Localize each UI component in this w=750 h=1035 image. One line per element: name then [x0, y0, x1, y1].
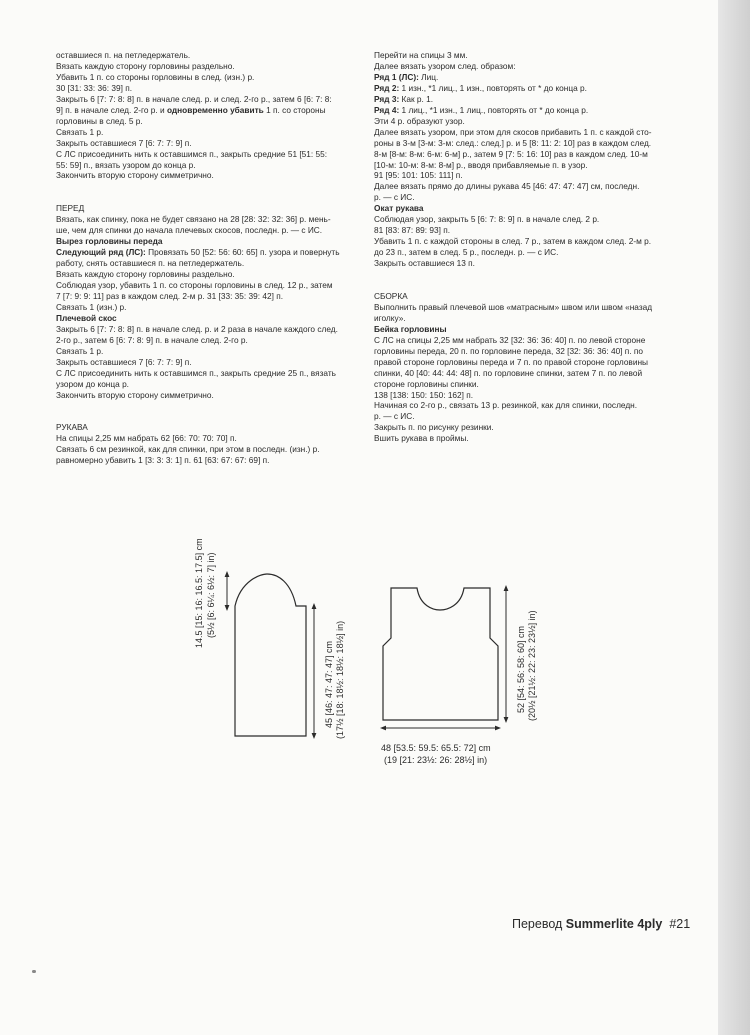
section-heading-front: ПЕРЕД [56, 203, 85, 214]
text-line: Закрыть 6 [7: 7: 8: 8] п. в начале след. р. и 2 раза в начале каждого след. [56, 323, 338, 334]
subheading-shoulder: Плечевой скос [56, 312, 117, 323]
text-line: р. — с ИС. [374, 192, 415, 203]
text-line: иголку». [374, 312, 406, 323]
text-line [374, 94, 694, 105]
text-line: 138 [138: 150: 150: 162] п. [374, 389, 474, 400]
text-line: Убавить 1 п. со стороны горловины в след. (изн.) р. [56, 71, 255, 82]
footer-prefix: Перевод [512, 917, 566, 931]
text-line: Соблюдая узор, убавить 1 п. со стороны горловины в след. 12 р., затем [56, 279, 333, 290]
section-heading-sleeves: РУКАВА [56, 422, 88, 433]
text-line: С ЛС присоединить нить к оставшимся п., закрыть средние 25 п., вязать [56, 367, 336, 378]
text-line: Далее вязать узором след. образом: [374, 60, 516, 71]
sleeve-cap-cm-label: 14.5 [15: 16: 16.5: 17.5] cm [194, 538, 204, 648]
left-text-column [56, 50, 361, 466]
section-heading-assembly: СБОРКА [374, 290, 408, 301]
text-line: до 23 п., затем в след. 5 р., последн. р. — с ИС. [374, 247, 559, 258]
text-span: 9] п. в начале след. 2-го р. и [56, 104, 167, 115]
text-line: Вшить рукава в проймы. [374, 433, 469, 444]
text-line: 7 [7: 9: 9: 11] раз в каждом след. 2-м р. 31 [33: 35: 39: 42] п. [56, 290, 283, 301]
text-line: С ЛС на спицы 2,25 мм набрать 32 [32: 36: 36: 40] п. по левой стороне [374, 334, 646, 345]
sleeve-length-cm-label: 45 [46: 47: 47: 47] cm [324, 640, 334, 728]
text-line: 91 [95: 101: 105: 111] п. [374, 170, 463, 181]
emphasis-text: одновременно убавить [166, 104, 264, 115]
text-line: Закрыть оставшиеся 7 [6: 7: 7: 9] п. [56, 356, 192, 367]
text-span: Провязать 50 [52: 56: 60: 65] п. узора и повернуть [145, 247, 340, 258]
text-span: Лиц. [418, 71, 439, 82]
text-line: Перейти на спицы 3 мм. [374, 50, 468, 60]
schematic-svg [185, 528, 565, 778]
text-line: работу, снять оставшиеся п. на петледержатель. [56, 258, 245, 269]
sleeve-cap-in-label: (5½ [6: 6¼: 6½: 7] in) [206, 552, 216, 638]
text-line: спинки, 40 [40: 44: 44: 48] п. по горловине спинки, затем 7 п. по левой [374, 367, 643, 378]
emphasis-text: Ряд 4: [374, 104, 400, 115]
text-line: Вязать, как спинку, пока не будет связано на 28 [28: 32: 32: 36] р. мень- [56, 214, 331, 225]
body-width-in-label: (19 [21: 23½: 26: 28½] in) [384, 755, 488, 765]
body-outline [383, 588, 498, 720]
text-line: Вязать каждую сторону горловины раздельно. [56, 60, 235, 71]
text-span: Как р. 1. [399, 93, 434, 104]
body-width-cm-label: 48 [53.5: 59.5: 65.5: 72] cm [381, 743, 491, 753]
text-span: 1 изн., *1 лиц., 1 изн., повторять от * до конца р. [399, 82, 587, 93]
text-line [374, 72, 694, 83]
subheading-front-neck: Вырез горловины переда [56, 236, 163, 247]
text-line: Закрыть п. по рисунку резинки. [374, 422, 494, 433]
page-footer [512, 917, 690, 931]
text-line: Закрыть оставшиеся 7 [6: 7: 7: 9] п. [56, 137, 192, 148]
text-line: 55: 59] п., вязать узором до конца р. [56, 159, 196, 170]
text-line: Далее вязать прямо до длины рукава 45 [46: 47: 47: 47] см, последн. [374, 181, 640, 192]
body-length-cm-label: 52 [54: 56: 58: 60] cm [516, 625, 526, 713]
text-line: Связать 1 (изн.) р. [56, 301, 127, 312]
garment-schematic [185, 528, 565, 778]
text-line: Выполнить правый плечевой шов «матрасным» швом или швом «назад [374, 301, 653, 312]
text-line: 30 [31: 33: 36: 39] п. [56, 82, 132, 93]
emphasis-text: Ряд 2: [374, 82, 400, 93]
text-line: Закончить вторую сторону симметрично. [56, 389, 214, 400]
text-line: [10-м: 10-м: 8-м: 8-м] р., вводя прибавляемые п. в узор. [374, 159, 588, 170]
text-line: Вязать каждую сторону горловины раздельно. [56, 269, 235, 280]
text-line [56, 105, 361, 116]
text-line: р. — с ИС. [374, 411, 415, 422]
text-line: узором до конца р. [56, 378, 129, 389]
text-line: 81 [83: 87: 89: 93] п. [374, 225, 450, 236]
text-span: 1 п. со стороны [263, 104, 326, 115]
text-line: Закончить вторую сторону симметрично. [56, 170, 214, 181]
scan-speck [32, 970, 36, 973]
text-line: 8-м [8-м: 8-м: 6-м: 6-м] р., затем 9 [7: 5: 16: 10] раз в каждом след. 10-м [374, 148, 648, 159]
text-line: горловины в след. 5 р. [56, 115, 143, 126]
text-line: правой стороне горловины переда и 7 п. по правой стороне горловины [374, 356, 649, 367]
emphasis-text: Следующий ряд (ЛС): [56, 247, 146, 258]
text-line: Далее вязать узором, при этом для скосов прибавить 1 п. с каждой сто- [374, 126, 652, 137]
text-line: оставшиеся п. на петледержатель. [56, 50, 191, 60]
text-line: Связать 1 р. [56, 126, 104, 137]
text-line: Соблюдая узор, закрыть 5 [6: 7: 8: 9] п. в начале след. 2 р. [374, 214, 600, 225]
text-span: 1 лиц., *1 изн., 1 лиц., повторять от * до конца р. [399, 104, 589, 115]
text-line: роны в 3-м [3-м: 3-м: след.: след.] р. и 5 [8: 11: 2: 10] раз в каждом след. [374, 137, 652, 148]
text-line: горловины переда, 20 п. по горловине переда, 32 [32: 36: 36: 40] п. по [374, 345, 644, 356]
text-line [374, 83, 694, 94]
page-number: #21 [669, 917, 691, 931]
text-line [56, 247, 361, 258]
text-line: Закрыть оставшиеся 13 п. [374, 258, 475, 269]
subheading-neckband: Бейка горловины [374, 323, 447, 334]
text-line: равномерно убавить 1 [3: 3: 3: 1] п. 61 [63: 67: 67: 69] п. [56, 455, 270, 466]
text-line: Начиная со 2-го р., связать 13 р. резинкой, как для спинки, последн. [374, 400, 638, 411]
emphasis-text: Ряд 3: [374, 93, 400, 104]
text-line [374, 105, 694, 116]
scan-edge [718, 0, 750, 1035]
subheading-sleeve-cap: Окат рукава [374, 203, 424, 214]
sleeve-length-in-label: (17½ [18: 18½: 18½: 18½] in) [335, 620, 345, 739]
text-line: Эти 4 р. образуют узор. [374, 115, 465, 126]
text-line: Закрыть 6 [7: 7: 8: 8] п. в начале след. р. и след. 2-го р., затем 6 [6: 7: 8: [56, 93, 332, 104]
footer-brand: Summerlite 4ply [565, 917, 663, 931]
sleeve-outline [235, 574, 306, 736]
text-line: Связать 1 р. [56, 345, 104, 356]
body-length-in-label: (20½ [21½: 22: 23: 23½] in) [527, 610, 537, 721]
text-line: С ЛС присоединить нить к оставшимся п., закрыть средние 51 [51: 55: [56, 148, 328, 159]
right-text-column [374, 50, 694, 444]
text-line: Убавить 1 п. с каждой стороны в след. 7 р., затем в каждом след. 2-м р. [374, 236, 652, 247]
text-line: стороне горловины спинки. [374, 378, 479, 389]
text-line: ше, чем для спинки до начала плечевых скосов, последн. р. — с ИС. [56, 225, 323, 236]
text-line: На спицы 2,25 мм набрать 62 [66: 70: 70: 70] п. [56, 433, 237, 444]
text-line: 2-го р., затем 6 [6: 7: 8: 9] п. в начале след. 2-го р. [56, 334, 248, 345]
emphasis-text: Ряд 1 (ЛС): [374, 71, 419, 82]
text-line: Связать 6 см резинкой, как для спинки, при этом в последн. (изн.) р. [56, 444, 320, 455]
